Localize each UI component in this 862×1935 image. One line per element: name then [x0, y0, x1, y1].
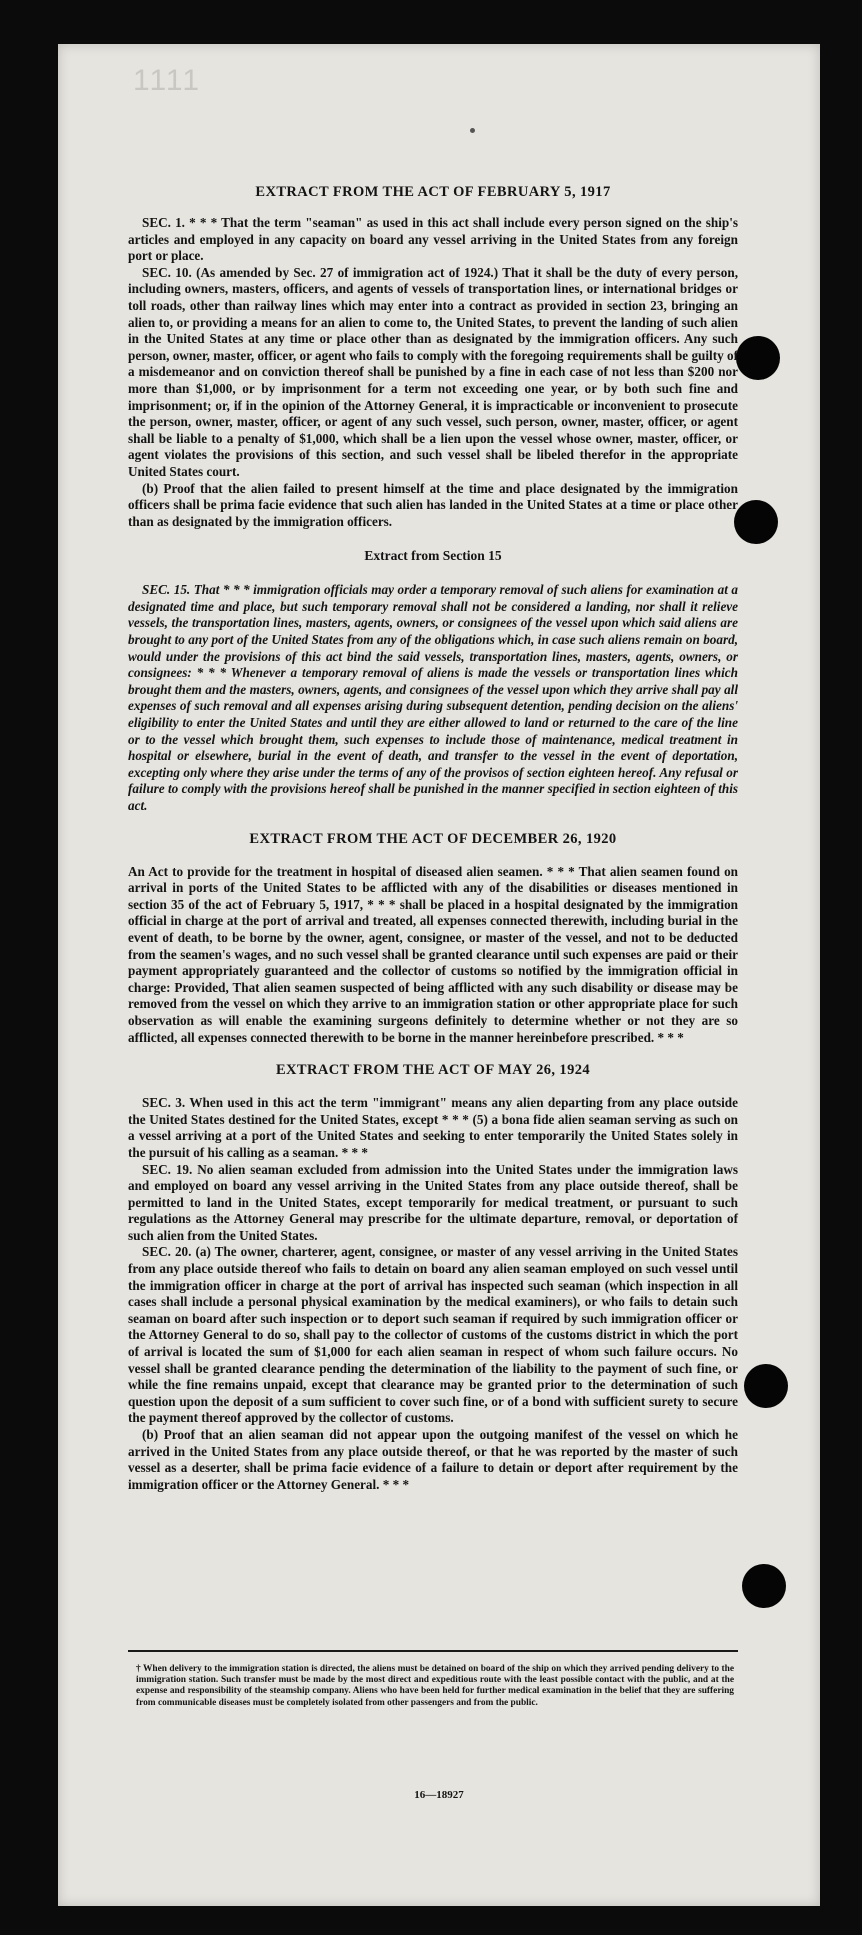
section-15-title: Extract from Section 15 [364, 548, 502, 564]
act-1924-sec-3: SEC. 3. When used in this act the term "immigrant" means any alien departing from any place outside the United States destined for the United States, except * * * (5) a bona fide alien seaman serving as such on a vessel arriving at a port of the United States and seeking to enter temporarily the United States solely in the pursuit of his calling as a seaman. * * * [128, 1095, 738, 1160]
footnote: † When delivery to the immigration station is directed, the aliens must be detained on board of the ship on which they arrived pending delivery to the immigration station. Such transfer must be made by the most direct and expeditious route with the least possible contact with the public, and at the expense and responsibility of the steamship company. Aliens who have been held for further medical examination in the belief that they are suffering from communicable diseases must be completely isolated from other passengers and from the public. [136, 1664, 734, 1708]
corner-stamp: 1111 [133, 64, 202, 97]
act-1924-sec-20-a: SEC. 20. (a) The owner, charterer, agent, consignee, or master of any vessel arriving in the United States from any place outside thereof who fails to detain on board any alien seaman employed on such vessel until the immigration officer in charge at the port of arrival has inspected such seaman (which inspection in all cases shall include a personal physical examination by the medical examiners), or who fails to detain such seaman on board after such inspection or to deport such seaman if required by such immigration officer or the Attorney General to do so, shall pay to the collector of customs of the customs district in which the port of arrival is located the sum of $1,000 for each alien seaman in respect of whom such failure occurs. No vessel shall be granted clearance pending the determination of the liability to the payment of such fine, or while the fine remains unpaid, except that clearance may be granted prior to the determination of such question upon the deposit of a sum sufficient to cover such fine, or of a bond with sufficient surety to secure the payment thereof approved by the collector of customs. [128, 1244, 738, 1426]
act-1917-sec-10: SEC. 10. (As amended by Sec. 27 of immigration act of 1924.) That it shall be the duty of every person, including owners, masters, officers, and agents of vessels of transportation lines, or international bridges or toll roads, other than railway lines which may enter into a contract as provided in section 23, bringing an alien to, or providing a means for an alien to come to, the United States, to prevent the landing of such alien in the United States at any time or place other than as designated by the immigration officers. Any such person, owner, master, officer, or agent who fails to comply with the foregoing requirements shall be guilty of a misdemeanor and on conviction thereof shall be punished by a fine in each case of not less than $200 nor more than $1,000, or by imprisonment for a term not exceeding one year, or by both such fine and imprisonment; or, if in the opinion of the Attorney General, it is impracticable or inconvenient to prosecute the person, owner, master, officer, or agent of any such vessel, such person, owner, master, officer, or agent shall be liable to a penalty of $1,000, which shall be a lien upon the vessel whose owner, master, officer, or agent violates the provisions of this section, and such vessel shall be libeled therefor in the appropriate United States court. [128, 264, 738, 479]
act-1924-sec-20-b: (b) Proof that an alien seaman did not appear upon the outgoing manifest of the vessel on which he arrived in the United States from any place outside thereof, or that he was reported by the master of such vessel as a deserter, shall be prima facie evidence of a failure to detain or deport after requirement by the immigration officer or the Attorney General. * * * [128, 1427, 738, 1492]
document-body [128, 184, 738, 1493]
act-1917-title: EXTRACT FROM THE ACT OF FEBRUARY 5, 1917 [255, 184, 611, 200]
footnote-divider [128, 1650, 738, 1652]
act-1917-sec-10-b: (b) Proof that the alien failed to present himself at the time and place designated by the immigration officers shall be prima facie evidence that such alien has landed in the United States at a time or place other than as designated by the immigration officers. [128, 480, 738, 529]
punch-hole [744, 1364, 788, 1408]
form-number: 16—18927 [414, 1789, 464, 1801]
document-page [58, 44, 820, 1906]
punch-hole [736, 336, 780, 380]
punch-hole [742, 1564, 786, 1608]
act-1924-title: EXTRACT FROM THE ACT OF MAY 26, 1924 [275, 1062, 591, 1079]
act-1920-title: EXTRACT FROM THE ACT OF DECEMBER 26, 1920 [249, 830, 617, 847]
section-15-text: SEC. 15. That * * * immigration officials may order a temporary removal of such aliens for examination at a designated time and place, but such temporary removal shall not be considered a landing, nor shall it relieve vessels, the transportation lines, masters, agents, owners, or consignees of the vessel upon which said aliens are brought to any port of the United States from any of the obligations which, in case such aliens remain on board, would under the provisions of this act bind the said vessels, transportation lines, masters, agents, owners, or consignees: * * * Whenever a temporary removal of aliens is made the vessels or transportation lines which brought them and the masters, owners, agents, and consignees of the vessel upon which they arrive shall pay all expenses of such removal and all expenses arising during subsequent detention, pending decision on the aliens' eligibility to enter the United States and until they are either allowed to land or returned to the care of the line or to the vessel which brought them, such expenses to include those of maintenance, medical treatment in hospital or elsewhere, burial in the event of death, and transfer to the vessel in the event of deportation, excepting only where they arise under the terms of any of the provisos of section eighteen hereof. Any refusal or failure to comply with the provisions hereof shall be punished in the manner specified in section eighteen of this act. [128, 582, 738, 813]
act-1917-sec-1: SEC. 1. * * * That the term "seaman" as used in this act shall include every person signed on the ship's articles and employed in any capacity on board any vessel arriving in the United States from any foreign port or place. [128, 215, 738, 264]
ink-dot [470, 128, 475, 133]
punch-hole [734, 500, 778, 544]
act-1920-text: An Act to provide for the treatment in hospital of diseased alien seamen. * * * That alien seamen found on arrival in ports of the United States to be afflicted with any of the disabilities or diseases mentioned in section 35 of the act of February 5, 1917, * * * shall be placed in a hospital designated by the immigration official in charge at the port of arrival and treated, all expenses connected therewith, including burial in the event of death, to be borne by the owner, agent, consignee, or master of the vessel, and not to be deducted from the seamen's wages, and no such vessel shall be granted clearance until such expenses are paid or their payment appropriately guaranteed and the collector of customs so notified by the immigration official in charge: Provided, That alien seamen suspected of being afflicted with any such disability or disease may be removed from the vessel on which they arrive to an immigration station or other appropriate place for such observation as will enable the examining surgeons definitely to determine whether or not they are so afflicted, all expenses connected therewith to be borne in the manner hereinbefore prescribed. * * * [128, 863, 738, 1045]
act-1924-sec-19: SEC. 19. No alien seaman excluded from admission into the United States under the immigration laws and employed on board any vessel arriving in the United States from any place outside thereof, shall be permitted to land in the United States, except temporarily for medical treatment, or pursuant to such regulations as the Attorney General may prescribe for the ultimate departure, removal, or deportation of such alien from the United States. [128, 1161, 738, 1243]
